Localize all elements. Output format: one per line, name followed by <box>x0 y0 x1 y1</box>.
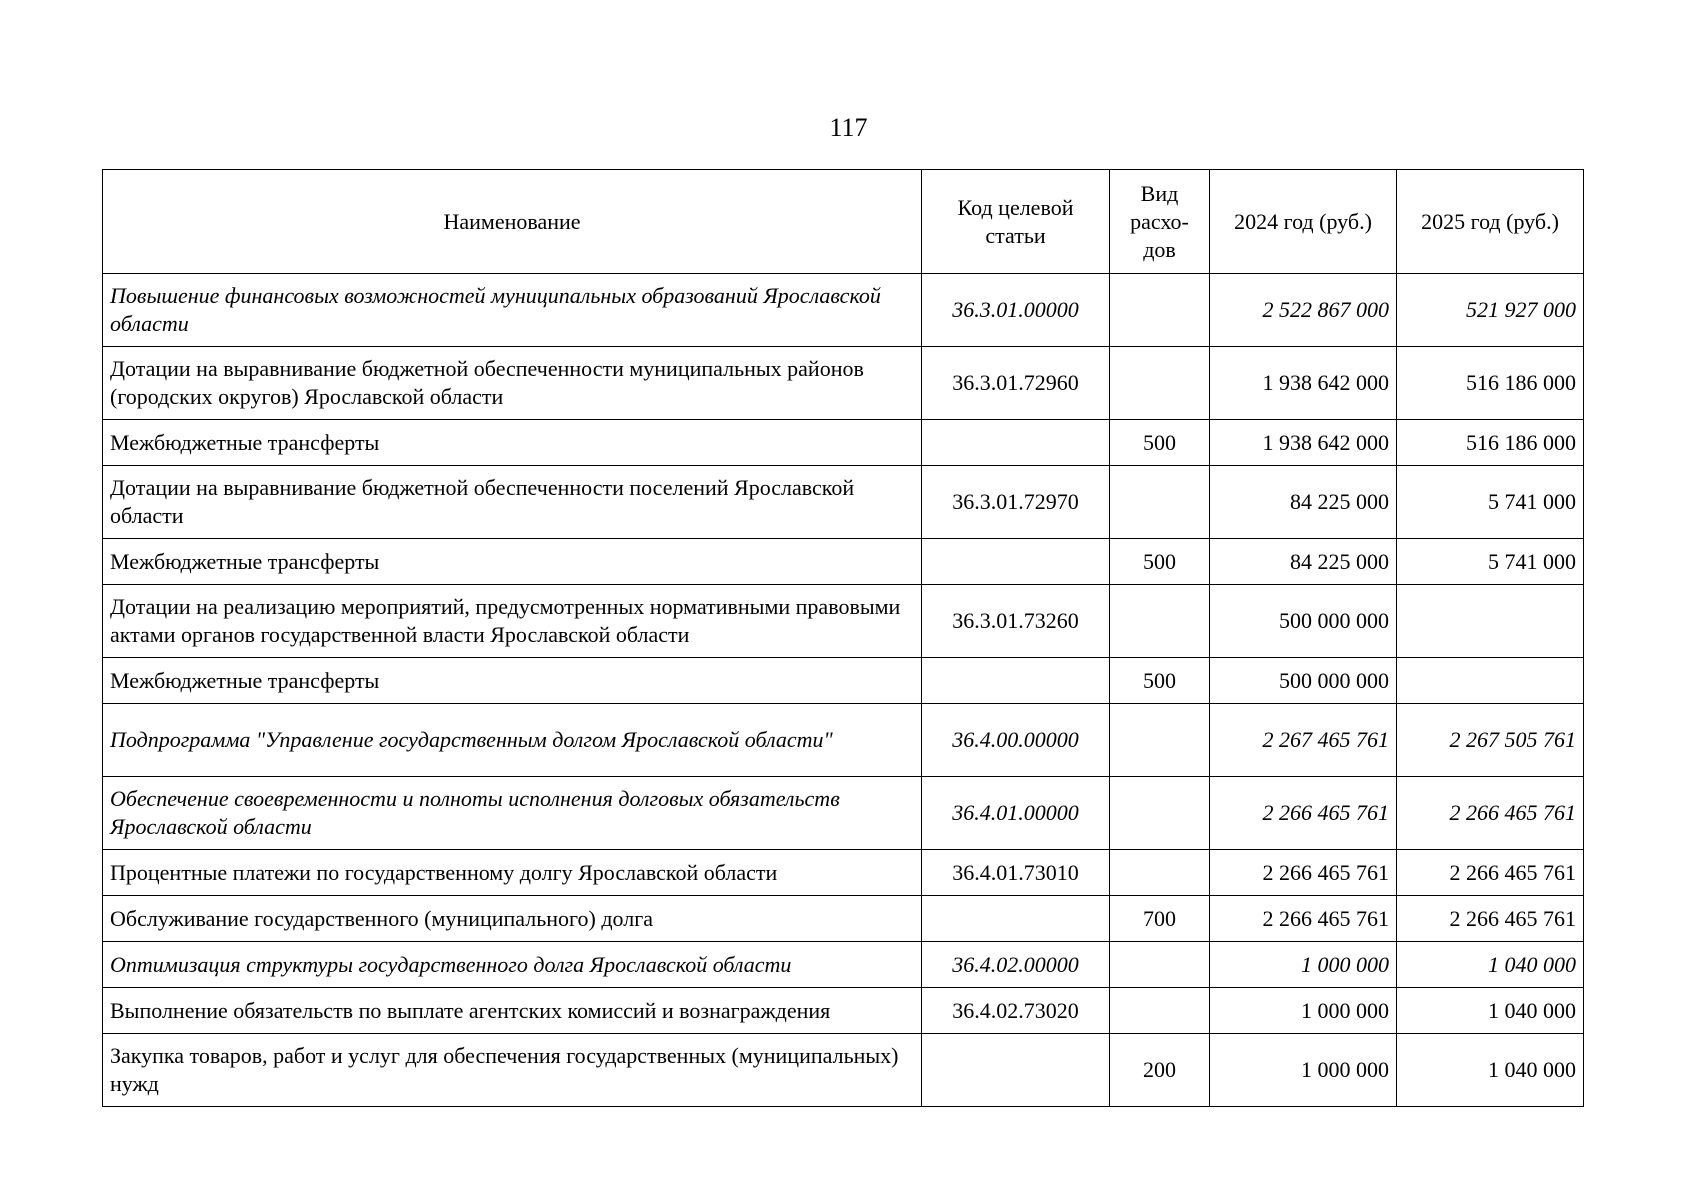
table-row <box>103 988 1584 1034</box>
cell-kind <box>1110 585 1210 658</box>
cell-2025: 2 267 505 761 <box>1397 704 1584 777</box>
cell-kind: 500 <box>1110 539 1210 585</box>
cell-code: 36.3.01.00000 <box>922 274 1110 347</box>
header-code: Код целевой статьи <box>922 170 1110 274</box>
header-2024: 2024 год (руб.) <box>1210 170 1397 274</box>
header-kind: Вид расхо-дов <box>1110 170 1210 274</box>
cell-2025: 2 266 465 761 <box>1397 896 1584 942</box>
cell-name: Межбюджетные трансферты <box>103 420 922 466</box>
cell-name: Межбюджетные трансферты <box>103 539 922 585</box>
cell-kind: 500 <box>1110 658 1210 704</box>
cell-2025: 516 186 000 <box>1397 420 1584 466</box>
cell-name: Дотации на выравнивание бюджетной обеспеченности поселений Ярославской области <box>103 466 922 539</box>
table-row <box>103 850 1584 896</box>
cell-name: Оптимизация структуры государственного долга Ярославской области <box>103 942 922 988</box>
cell-name: Закупка товаров, работ и услуг для обеспечения государственных (муниципальных) нужд <box>103 1034 922 1107</box>
cell-2024: 84 225 000 <box>1210 539 1397 585</box>
cell-kind <box>1110 704 1210 777</box>
table-row <box>103 466 1584 539</box>
cell-2024: 500 000 000 <box>1210 585 1397 658</box>
cell-code: 36.4.02.73020 <box>922 988 1110 1034</box>
cell-2024: 2 266 465 761 <box>1210 896 1397 942</box>
cell-name: Выполнение обязательств по выплате агентских комиссий и вознаграждения <box>103 988 922 1034</box>
cell-name: Дотации на выравнивание бюджетной обеспеченности муниципальных районов (городских округов) Ярославской области <box>103 347 922 420</box>
cell-2024: 1 938 642 000 <box>1210 420 1397 466</box>
table-row <box>103 274 1584 347</box>
cell-name: Процентные платежи по государственному долгу Ярославской области <box>103 850 922 896</box>
cell-2024: 2 266 465 761 <box>1210 850 1397 896</box>
cell-kind <box>1110 777 1210 850</box>
cell-name: Обеспечение своевременности и полноты исполнения долговых обязательств Ярославской области <box>103 777 922 850</box>
cell-kind: 200 <box>1110 1034 1210 1107</box>
cell-name: Дотации на реализацию мероприятий, предусмотренных нормативными правовыми актами органов государственной власти Ярославской области <box>103 585 922 658</box>
cell-2025: 2 266 465 761 <box>1397 850 1584 896</box>
cell-2025 <box>1397 585 1584 658</box>
cell-name: Повышение финансовых возможностей муниципальных образований Ярославской области <box>103 274 922 347</box>
table-row <box>103 658 1584 704</box>
cell-kind <box>1110 466 1210 539</box>
cell-2025: 516 186 000 <box>1397 347 1584 420</box>
cell-2025 <box>1397 658 1584 704</box>
page-number: 117 <box>829 113 868 142</box>
table-row <box>103 896 1584 942</box>
cell-2025: 1 040 000 <box>1397 942 1584 988</box>
cell-kind <box>1110 347 1210 420</box>
cell-code <box>922 1034 1110 1107</box>
cell-2024: 1 000 000 <box>1210 1034 1397 1107</box>
table-row <box>103 777 1584 850</box>
header-name: Наименование <box>103 170 922 274</box>
cell-kind: 700 <box>1110 896 1210 942</box>
cell-code: 36.4.00.00000 <box>922 704 1110 777</box>
cell-kind <box>1110 988 1210 1034</box>
table-row <box>103 704 1584 777</box>
cell-2025: 521 927 000 <box>1397 274 1584 347</box>
table-row <box>103 420 1584 466</box>
cell-kind: 500 <box>1110 420 1210 466</box>
cell-2025: 1 040 000 <box>1397 988 1584 1034</box>
cell-2025: 5 741 000 <box>1397 466 1584 539</box>
budget-table <box>102 169 1584 1107</box>
cell-code: 36.4.02.00000 <box>922 942 1110 988</box>
header-2025: 2025 год (руб.) <box>1397 170 1584 274</box>
cell-2024: 500 000 000 <box>1210 658 1397 704</box>
table-row <box>103 585 1584 658</box>
table-header-row <box>103 170 1584 274</box>
cell-code <box>922 539 1110 585</box>
cell-2024: 2 267 465 761 <box>1210 704 1397 777</box>
cell-name: Обслуживание государственного (муниципального) долга <box>103 896 922 942</box>
cell-2024: 2 522 867 000 <box>1210 274 1397 347</box>
cell-2025: 5 741 000 <box>1397 539 1584 585</box>
table-row <box>103 1034 1584 1107</box>
cell-code: 36.4.01.00000 <box>922 777 1110 850</box>
table-row <box>103 539 1584 585</box>
cell-name: Межбюджетные трансферты <box>103 658 922 704</box>
cell-code: 36.3.01.72970 <box>922 466 1110 539</box>
table-row <box>103 347 1584 420</box>
cell-2025: 2 266 465 761 <box>1397 777 1584 850</box>
cell-code: 36.3.01.73260 <box>922 585 1110 658</box>
cell-kind <box>1110 942 1210 988</box>
cell-code <box>922 658 1110 704</box>
cell-code <box>922 420 1110 466</box>
cell-2024: 1 000 000 <box>1210 942 1397 988</box>
cell-2024: 84 225 000 <box>1210 466 1397 539</box>
cell-2024: 1 000 000 <box>1210 988 1397 1034</box>
cell-kind <box>1110 850 1210 896</box>
cell-name: Подпрограмма "Управление государственным долгом Ярославской области" <box>103 704 922 777</box>
cell-2024: 1 938 642 000 <box>1210 347 1397 420</box>
table-row <box>103 942 1584 988</box>
cell-2024: 2 266 465 761 <box>1210 777 1397 850</box>
cell-kind <box>1110 274 1210 347</box>
cell-2025: 1 040 000 <box>1397 1034 1584 1107</box>
cell-code: 36.4.01.73010 <box>922 850 1110 896</box>
cell-code <box>922 896 1110 942</box>
cell-code: 36.3.01.72960 <box>922 347 1110 420</box>
